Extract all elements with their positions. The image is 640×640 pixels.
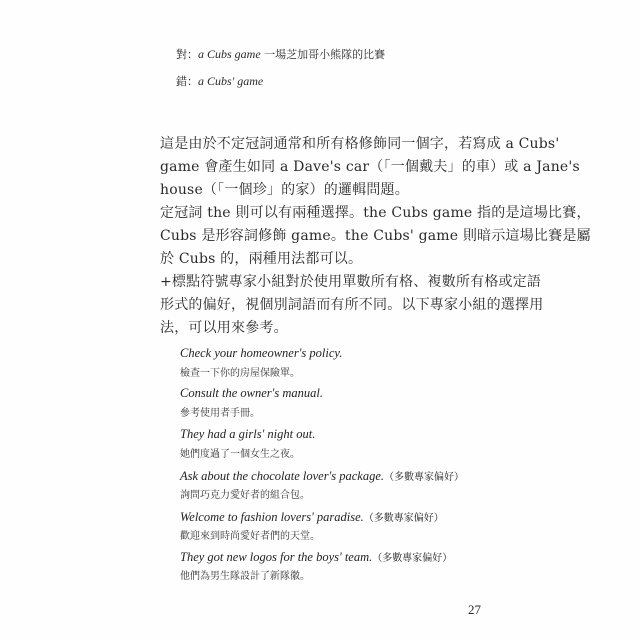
paragraph-line: 法，可以用來參考。	[160, 320, 288, 336]
example-zh: 她們度過了一個女生之夜。	[180, 449, 300, 460]
example-zh: 他們為男生隊設計了新隊徽。	[180, 571, 310, 582]
example-en: Consult the owner's manual.	[180, 386, 323, 400]
paragraph-line: house（「一個珍」的家）的邏輯問題。	[160, 182, 409, 198]
example-zh: 檢查一下你的房屋保險單。	[180, 368, 300, 379]
example-zh: 參考使用者手冊。	[180, 408, 260, 419]
wrong-example	[176, 73, 263, 89]
example-en: Welcome to fashion lovers' paradise.（多數專家偏好）	[180, 510, 444, 524]
paragraph-line: 定冠詞 the 則可以有兩種選擇。the Cubs game 指的是這場比賽，	[160, 205, 591, 221]
paragraph-line: 形式的偏好，視個別詞語而有所不同。以下專家小組的選擇用	[160, 297, 544, 313]
correct-example	[176, 46, 385, 62]
example-zh: 詢問巧克力愛好者的組合包。	[180, 490, 310, 501]
paragraph-line: game 會產生如同 a Dave's car（「一個戴夫」的車）或 a Jane's	[160, 159, 580, 175]
example-en: a Cubs' game	[198, 74, 264, 88]
example-en: Ask about the chocolate lover's package.（多數專家偏好）	[180, 469, 464, 483]
example-en: They got new logos for the boys' team.（多數專家偏好）	[180, 550, 453, 564]
example-en: a Cubs game	[198, 47, 261, 61]
paragraph-line: 這是由於不定冠詞通常和所有格修飾同一個字，若寫成 a Cubs'	[160, 136, 560, 152]
label: 對：	[176, 48, 198, 61]
label: 錯：	[176, 75, 198, 88]
example-zh: 一場芝加哥小熊隊的比賽	[260, 48, 386, 61]
example-en: Check your homeowner's policy.	[180, 346, 343, 360]
example-zh: 歡迎來到時尚愛好者們的天堂。	[180, 531, 320, 542]
page-number: 27	[468, 602, 481, 617]
example-en: They had a girls' night out.	[180, 427, 316, 441]
paragraph-line: Cubs 是形容詞修飾 game。the Cubs' game 則暗示這場比賽是屬	[160, 228, 591, 244]
paragraph-line: +標點符號專家小組對於使用單數所有格、複數所有格或定語	[160, 274, 542, 290]
paragraph-line: 於 Cubs 的，兩種用法都可以。	[160, 251, 363, 267]
